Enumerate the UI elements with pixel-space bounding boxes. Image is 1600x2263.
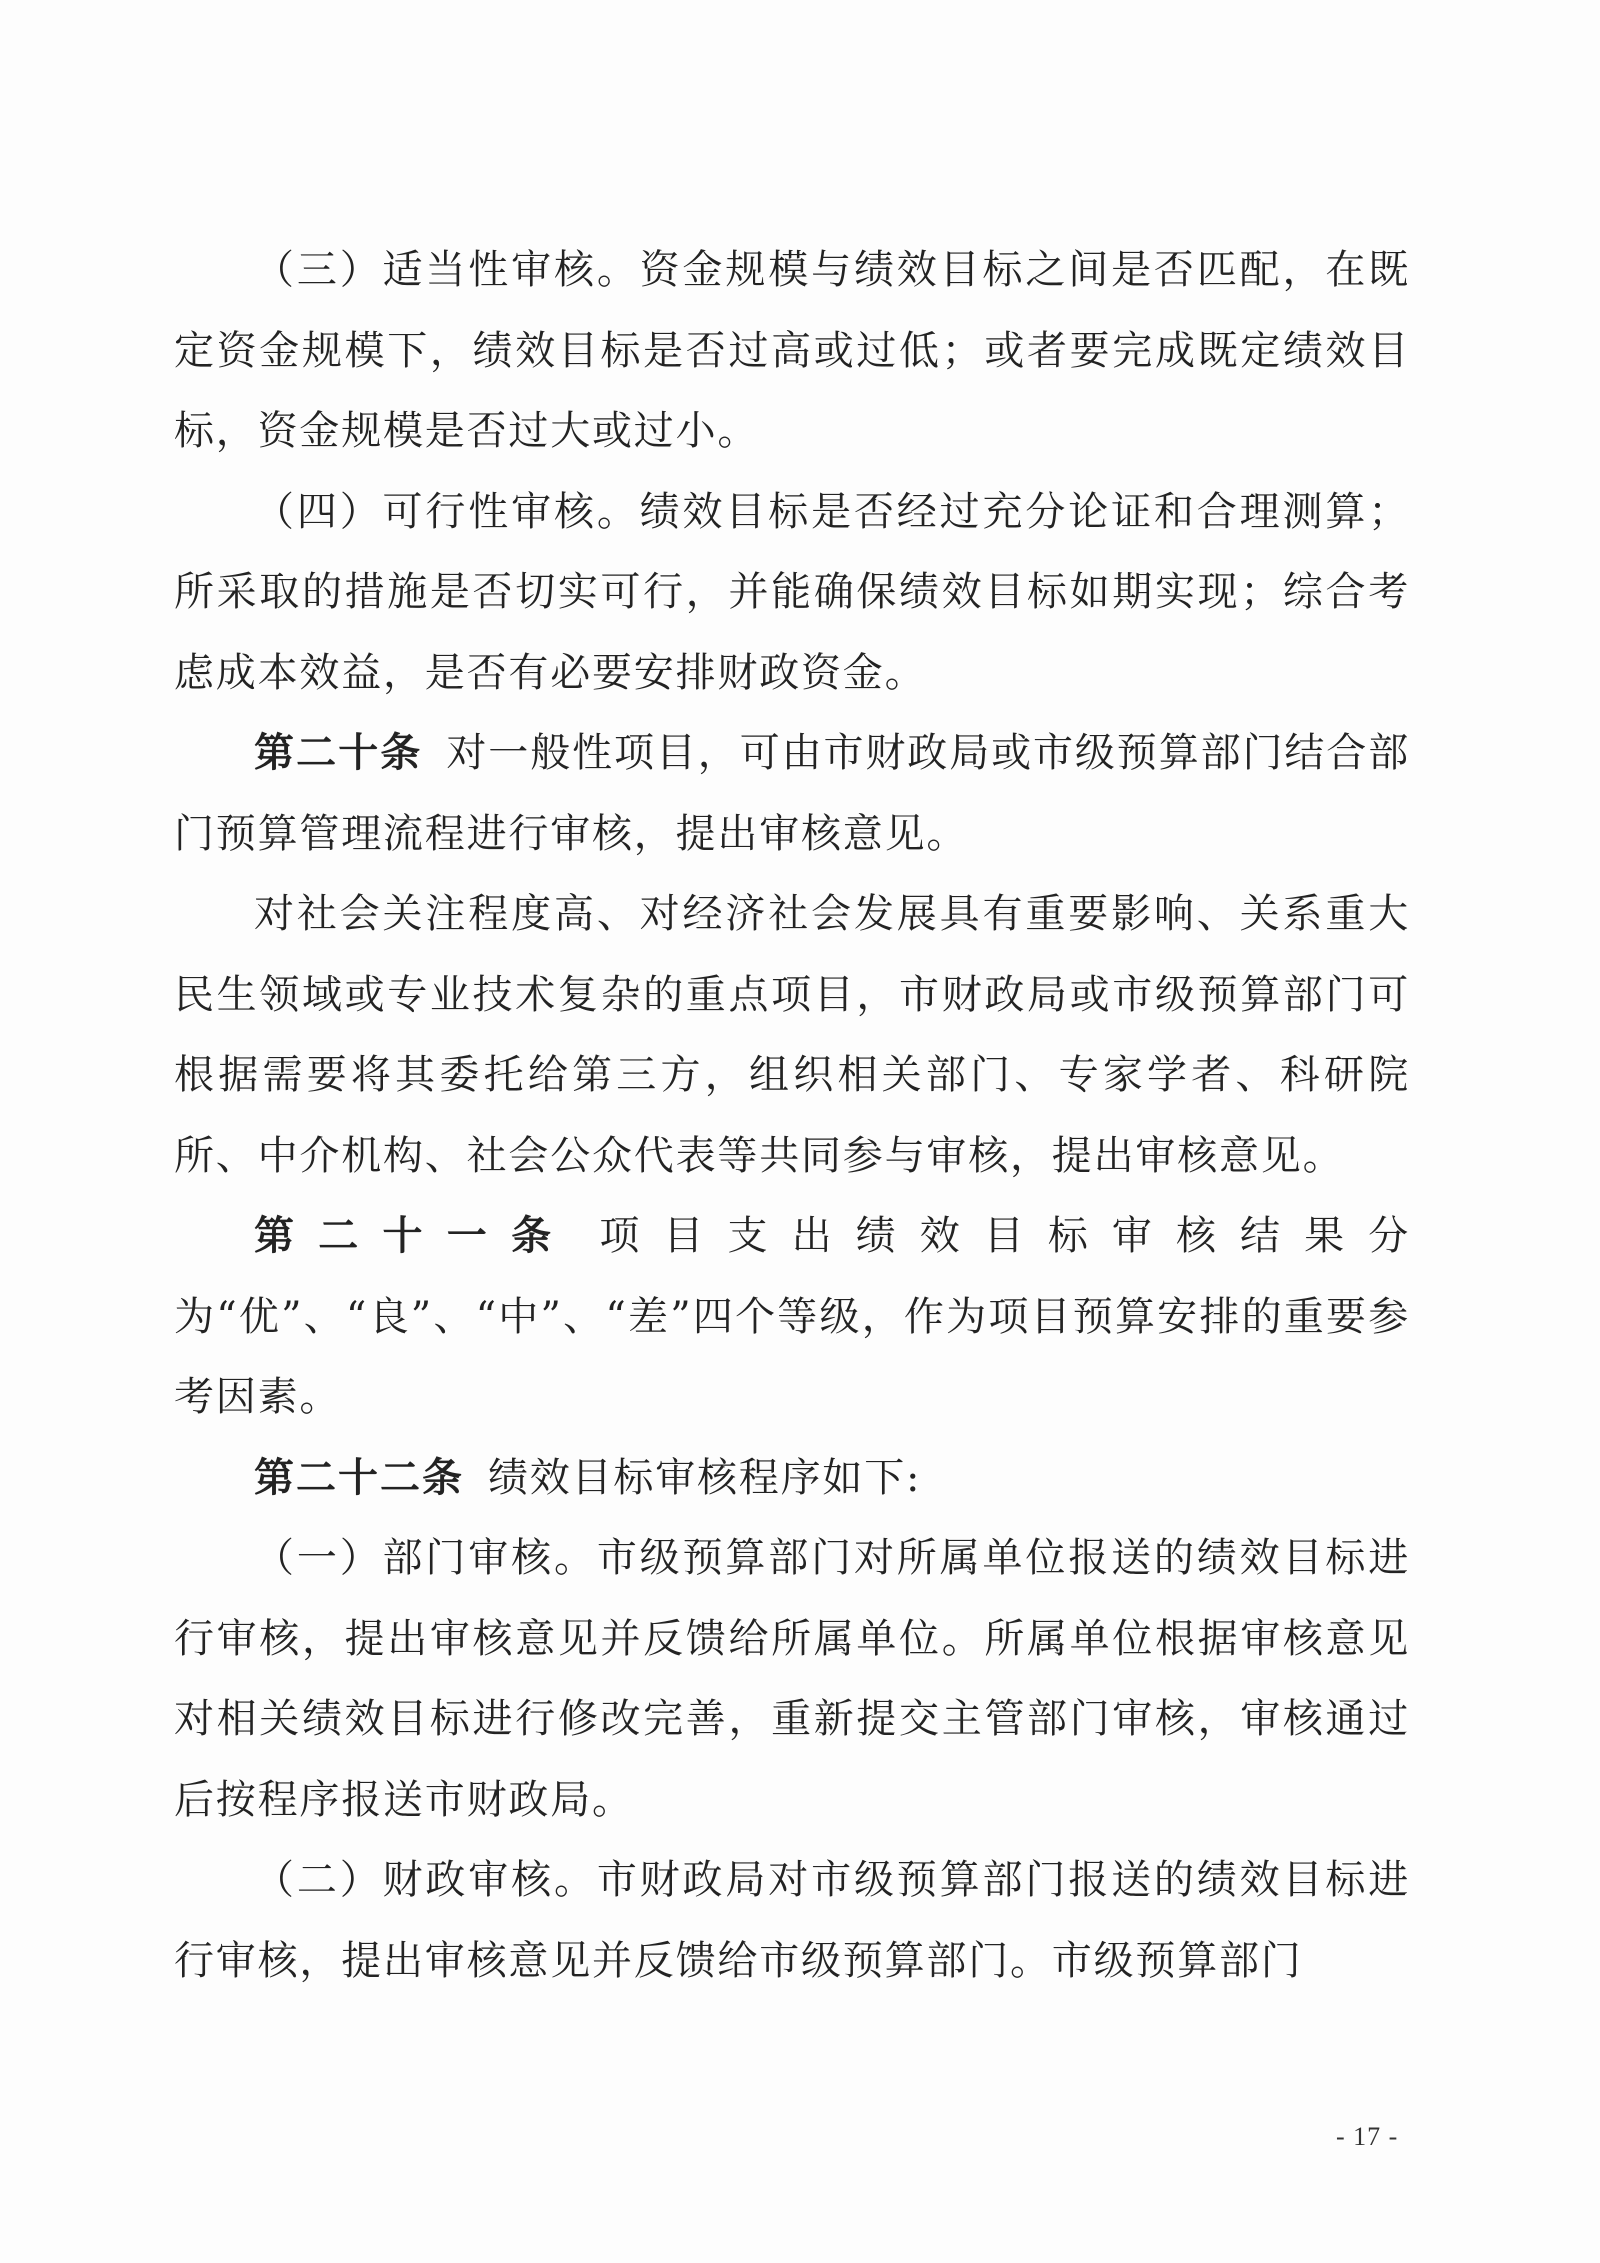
paragraph-text: 项目支出绩效目标审核结果分为“优”、“良”、“中”、“差”四个等级，作为项目预算安排的重要参考因素。 [174,1213,1411,1420]
paragraph-article-22 [174,1438,1410,1519]
article-number: 第二十条 [254,730,423,776]
paragraph-text: （三）适当性审核。资金规模与绩效目标之间是否匹配，在既定资金规模下，绩效目标是否过高或过低；或者要完成既定绩效目标，资金规模是否过大或过小。 [174,247,1410,454]
article-number: 第二十二条 [254,1454,464,1501]
paragraph-text: （四）可行性审核。绩效目标是否经过充分论证和合理测算；所采取的措施是否切实可行，并能确保绩效目标如期实现；综合考虑成本效益，是否有必要安排财政资金。 [174,488,1410,696]
paragraph-article-20 [174,713,1410,874]
paragraph-text: （二）财政审核。市财政局对市级预算部门报送的绩效目标进行审核，提出审核意见并反馈给市级预算部门。市级预算部门 [174,1857,1410,1984]
paragraph-text: 绩效目标审核程序如下: [488,1454,922,1501]
paragraph-text: 对社会关注程度高、对经济社会发展具有重要影响、关系重大民生领域或专业技术复杂的重点项目，市财政局或市级预算部门可根据需要将其委托给第三方，组织相关部门、专家学者、科研院所、中介机构、社会公众代表等共同参与审核，提出审核意见。 [174,891,1410,1179]
document-body [174,230,1410,2001]
paragraph-key-projects [174,874,1410,1196]
paragraph-department-review [174,1518,1410,1840]
page-number: - 17 - [1336,2122,1399,2151]
paragraph-article-21 [174,1196,1410,1438]
paragraph-text: 对一般性项目，可由市财政局或市级预算部门结合部门预算管理流程进行审核，提出审核意见。 [174,730,1410,857]
paragraph-text: （一）部门审核。市级预算部门对所属单位报送的绩效目标进行审核，提出审核意见并反馈给所属单位。所属单位根据审核意见对相关绩效目标进行修改完善，重新提交主管部门审核，审核通过后按程序报送市财政局。 [174,1535,1410,1823]
paragraph-feasibility-review [174,472,1410,714]
paragraph-appropriateness-review [174,230,1410,472]
article-number: 第二十一条 [254,1213,576,1259]
paragraph-finance-review [174,1840,1410,2001]
